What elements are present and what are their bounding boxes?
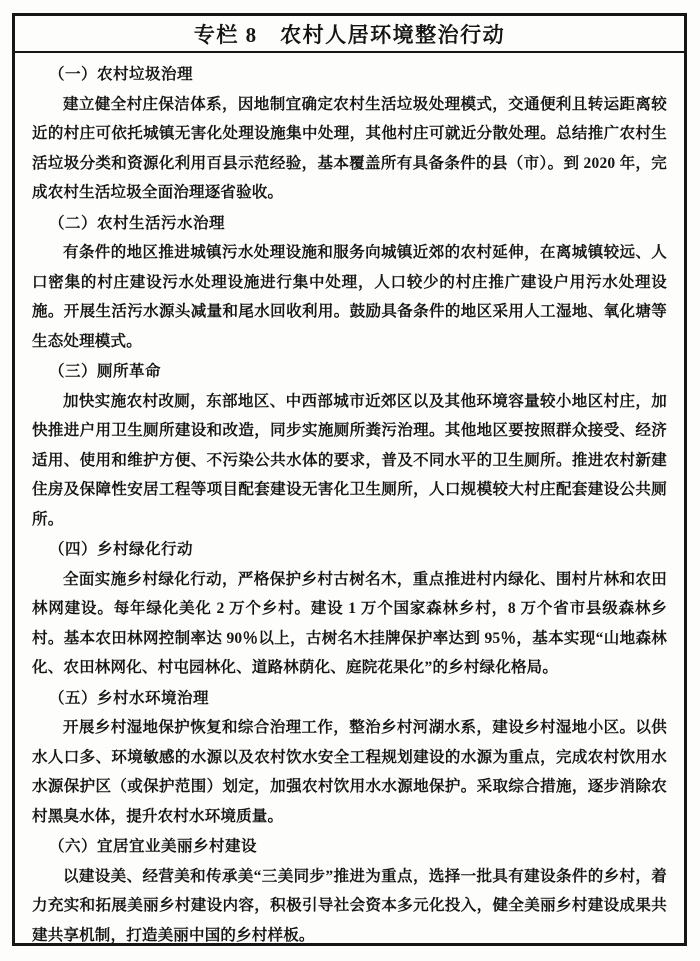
box-title: 专栏 8 农村人居环境整治行动 bbox=[15, 16, 684, 53]
section-paragraph: 全面实施乡村绿化行动，严格保护乡村古树名木，重点推进村内绿化、围村片林和农田林网建设。每年绿化美化 2 万个乡村。建设 1 万个国家森林乡村，8 万个省市县级森林乡村。基本农田林网控制率达 90％以上，古树名木挂牌保护率达到 95％，基本实现“山地森林化、农田林网化、村屯园林化、道路林荫化、庭院花果化”的乡村绿化格局。 bbox=[32, 570, 667, 676]
section-paragraph: 开展乡村湿地保护恢复和综合治理工作，整治乡村河湖水系，建设乡村湿地小区。以供水人口多、环境敏感的水源以及农村饮水安全工程规划建设的水源为重点，完成农村饮用水水源保护区（或保护范围）划定，加强农村饮用水水源地保护。采取综合措施，逐步消除农村黑臭水体，提升农村水环境质量。 bbox=[32, 719, 667, 825]
section-heading: （一）农村垃圾治理 bbox=[49, 66, 194, 83]
section-heading: （二）农村生活污水治理 bbox=[49, 214, 226, 232]
section-paragraph: 有条件的地区推进城镇污水处理设施和服务向城镇近郊的农村延伸，在离城镇较远、人口密集的村庄建设污水处理设施进行集中处理，人口较少的村庄推广建设户用污水处理设施。开展生活污水源头减量和尾水回收利用。鼓励具备条件的地区采用人工湿地、氧化塘等生态处理模式。 bbox=[32, 244, 667, 350]
box-body bbox=[15, 53, 684, 950]
section-heading: （四）乡村绿化行动 bbox=[49, 541, 194, 558]
section-paragraph: 以建设美、经营美和传承美“三美同步”推进为重点，选择一批具有建设条件的乡村，着力充实和拓展美丽乡村建设内容，积极引导社会资本多元化投入，健全美丽乡村建设成果共建共享机制，打造美丽中国的乡村样板。 bbox=[32, 867, 667, 944]
section-heading: （三）厕所革命 bbox=[49, 363, 162, 380]
section-paragraph: 加快实施农村改厕，东部地区、中西部城市近郊区以及其他环境容量较小地区村庄，加快推进户用卫生厕所建设和改造，同步实施厕所粪污治理。其他地区要按照群众接受、经济适用、使用和维护方便、不污染公共水体的要求，普及不同水平的卫生厕所。推进农村新建住房及保障性安居工程等项目配套建设无害化卫生厕所，人口规模较大村庄配套建设公共厕所。 bbox=[32, 392, 667, 528]
section-heading: （六）宜居宜业美丽乡村建设 bbox=[49, 838, 258, 855]
section-paragraph: 建立健全村庄保洁体系，因地制宜确定农村生活垃圾处理模式，交通便利且转运距离较近的村庄可依托城镇无害化处理设施集中处理，其他村庄可就近分散处理。总结推广农村生活垃圾分类和资源化利用百县示范经验，基本覆盖所有具备条件的县（市）。到 2020 年，完成农村生活垃圾全面治理逐省验收。 bbox=[32, 95, 667, 201]
section-heading: （五）乡村水环境治理 bbox=[49, 689, 210, 707]
column-box bbox=[12, 13, 687, 946]
